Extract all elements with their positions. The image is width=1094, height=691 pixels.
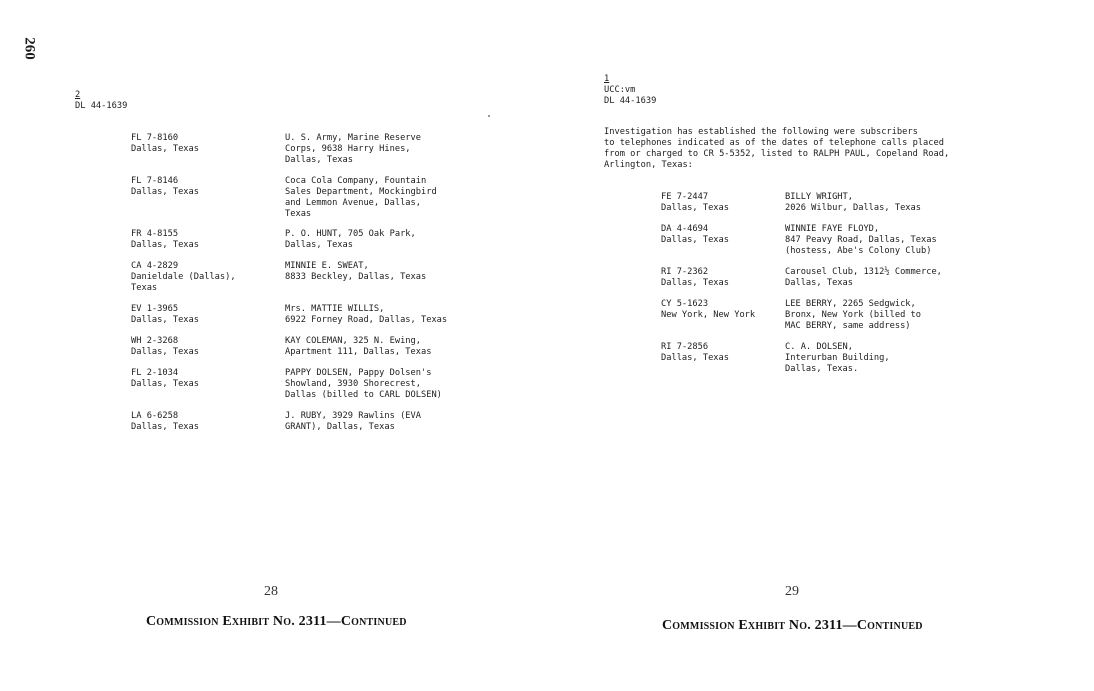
left-entry-number: EV 1-3965 Dallas, Texas xyxy=(131,304,199,325)
left-file-number: DL 44-1639 xyxy=(75,101,128,111)
speck xyxy=(488,115,490,117)
right-page-mark: 1 xyxy=(604,74,610,84)
right-entry-number: CY 5-1623 New York, New York xyxy=(661,299,756,320)
left-entry-subscriber: J. RUBY, 3929 Rawlins (EVA GRANT), Dallas, Texas xyxy=(285,411,421,432)
left-entry-subscriber: KAY COLEMAN, 325 N. Ewing, Apartment 111, Dallas, Texas xyxy=(285,336,432,357)
left-entry-number: CA 4-2829 Danieldale (Dallas), Texas xyxy=(131,261,236,293)
side-page-number: 260 xyxy=(21,37,38,60)
left-entry-subscriber: P. O. HUNT, 705 Oak Park, Dallas, Texas xyxy=(285,229,416,250)
right-entry-subscriber: C. A. DOLSEN, Interurban Building, Dallas, Texas. xyxy=(785,342,890,374)
left-entry-subscriber: MINNIE E. SWEAT, 8833 Beckley, Dallas, Texas xyxy=(285,261,427,282)
left-entry-number: LA 6-6258 Dallas, Texas xyxy=(131,411,199,432)
right-entry-subscriber: Carousel Club, 1312½ Commerce, Dallas, Texas xyxy=(785,267,942,288)
left-caption: Commission Exhibit No. 2311—Continued xyxy=(146,614,407,629)
right-entry-subscriber: BILLY WRIGHT, 2026 Wilbur, Dallas, Texas xyxy=(785,192,921,213)
right-entry-subscriber: LEE BERRY, 2265 Sedgwick, Bronx, New York (billed to MAC BERRY, same address) xyxy=(785,299,921,331)
right-intro-paragraph: Investigation has established the following were subscribers to telephones indicated as of the dates of telephone calls placed from or charged to CR 5-5352, listed to RALPH PAUL, Copeland Road, Arlington, Texas: xyxy=(604,127,950,170)
right-initials: UCC:vm xyxy=(604,85,636,95)
left-entry-subscriber: PAPPY DOLSEN, Pappy Dolsen's Showland, 3930 Shorecrest, Dallas (billed to CARL DOLSEN) xyxy=(285,368,442,400)
right-page-number: 29 xyxy=(785,584,799,599)
left-entry-number: FL 7-8160 Dallas, Texas xyxy=(131,133,199,154)
left-entry-number: FR 4-8155 Dallas, Texas xyxy=(131,229,199,250)
right-file-number: DL 44-1639 xyxy=(604,96,657,106)
left-entry-number: FL 2-1034 Dallas, Texas xyxy=(131,368,199,389)
right-caption: Commission Exhibit No. 2311—Continued xyxy=(662,618,923,633)
left-entry-subscriber: U. S. Army, Marine Reserve Corps, 9638 Harry Hines, Dallas, Texas xyxy=(285,133,421,165)
left-page-mark: 2 xyxy=(75,90,81,100)
left-entry-subscriber: Coca Cola Company, Fountain Sales Department, Mockingbird and Lemmon Avenue, Dallas, Texas xyxy=(285,176,437,219)
right-entry-number: FE 7-2447 Dallas, Texas xyxy=(661,192,729,213)
right-entry-number: RI 7-2856 Dallas, Texas xyxy=(661,342,729,363)
right-entry-number: RI 7-2362 Dallas, Texas xyxy=(661,267,729,288)
right-entry-subscriber: WINNIE FAYE FLOYD, 847 Peavy Road, Dallas, Texas (hostess, Abe's Colony Club) xyxy=(785,224,937,256)
left-page-number: 28 xyxy=(264,584,278,599)
left-entry-subscriber: Mrs. MATTIE WILLIS, 6922 Forney Road, Dallas, Texas xyxy=(285,304,448,325)
left-entry-number: WH 2-3268 Dallas, Texas xyxy=(131,336,199,357)
right-entry-number: DA 4-4694 Dallas, Texas xyxy=(661,224,729,245)
left-entry-number: FL 7-8146 Dallas, Texas xyxy=(131,176,199,197)
